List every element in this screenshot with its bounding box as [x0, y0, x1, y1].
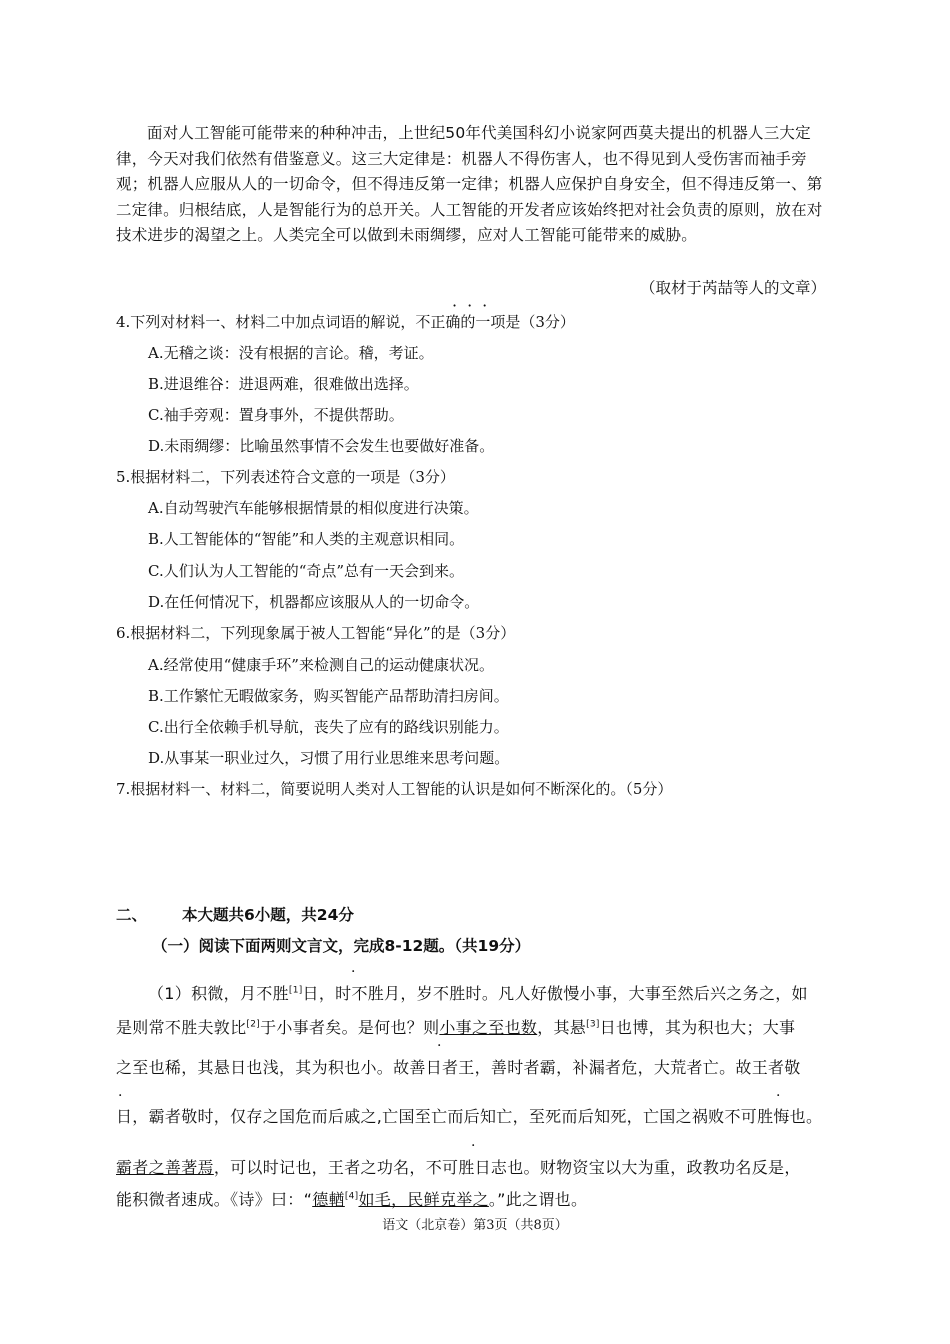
emphasis-dot: ·	[776, 1088, 781, 1104]
footnote-1: [1]	[288, 985, 303, 996]
page-footer: 语文（北京卷）第3页（共8页）	[382, 1218, 568, 1233]
section-number: 二、	[116, 906, 148, 924]
classical-line-3: 之至也稀，其悬日也浅，其为积也小。故善日者王，善时者霸，补漏者危，大荒者亡。故王者敬	[116, 1058, 801, 1077]
question-5-stem: 5.根据材料二，下列表述符合文意的一项是（3分）	[116, 468, 455, 486]
question-6-option-d: D.从事某一职业过久，习惯了用行业思维来思考问题。	[148, 749, 510, 767]
passage-source: （取材于芮喆等人的文章）	[639, 279, 826, 297]
question-4-option-b: B.进退维谷：进退两难，很难做出选择。	[148, 375, 419, 393]
question-4-stem: 4.下列对材料一、材料二中加点词语的解说，不正确的一项是（3分）	[116, 313, 575, 331]
question-6-option-a: A.经常使用“健康手环”来检测自己的运动健康状况。	[148, 656, 494, 674]
passage-paragraph: 面对人工智能可能带来的种种冲击，上世纪50年代美国科幻小说家阿西莫夫提出的机器人三大定律，今天对我们依然有借鉴意义。这三大定律是：机器人不得伤害人，也不得见到人受伤害而袖手旁观；机器人应服从人的一切命令，但不得违反第一定律；机器人应保护自身安全，但不得违反第一、第二定律。归根结底，人是智能行为的总开关。人工智能的开发者应该始终把对社会负责的原则，放在对技术进步的渴望之上。人类完全可以做到未雨绸缪，应对人工智能可能带来的威胁。	[116, 124, 823, 244]
question-5-option-a: A.自动驾驶汽车能够根据情景的相似度进行决策。	[148, 499, 479, 517]
question-6-option-c: C.出行全依赖手机导航，丧失了应有的路线识别能力。	[148, 718, 509, 736]
classical-line-5: 霸者之善著焉，可以时记也，王者之功名，不可胜日志也。财物资宝以大为重，政教功名反是，	[116, 1158, 801, 1177]
footnote-4: [4]	[344, 1191, 359, 1202]
classical-line-6: 能积微者速成。《诗》曰：“德輶[4]如毛，民鲜克举之。”此之谓也。	[116, 1190, 588, 1209]
footnote-2: [2]	[246, 1019, 261, 1030]
question-5-option-c: C.人们认为人工智能的“奇点”总有一天会到来。	[148, 562, 465, 580]
question-4-option-a: A.无稽之谈：没有根据的言论。稽，考证。	[148, 344, 434, 362]
classical-line-2: 是则常不胜夫敦比[2]于小事者矣。是何也？则小事之至也数，其悬[3]日也博，其为积也大；大事	[116, 1018, 796, 1037]
section-title: 本大题共6小题，共24分	[182, 906, 354, 924]
section-subtitle: （一）阅读下面两则文言文，完成8-12题。（共19分）	[152, 937, 531, 955]
classical-line-1: （1）积微，月不胜[1]日，时不胜月，岁不胜时。凡人好傲慢小事，大事至然后兴之务之，如	[148, 984, 808, 1003]
question-5-option-d: D.在任何情况下，机器都应该服从人的一切命令。	[148, 593, 480, 611]
question-7-stem: 7.根据材料一、材料二，简要说明人类对人工智能的认识是如何不断深化的。（5分）	[116, 780, 673, 798]
question-6-option-b: B.工作繁忙无暇做家务，购买智能产品帮助清扫房间。	[148, 687, 509, 705]
question-4-option-c: C.袖手旁观：置身事外，不提供帮助。	[148, 406, 404, 424]
classical-line-4: 日，霸者敬时，仅存之国危而后戚之,亡国至亡而后知亡，至死而后知死，亡国之祸败不可胜悔也。	[116, 1107, 823, 1126]
emphasis-dot: ·	[437, 1038, 442, 1054]
question-4-option-d: D.未雨绸缪：比喻虽然事情不会发生也要做好准备。	[148, 437, 495, 455]
emphasis-dots: ···	[452, 296, 498, 315]
footnote-3: [3]	[586, 1019, 600, 1030]
emphasis-dot: ·	[118, 1088, 123, 1104]
emphasis-dot: ·	[471, 1138, 476, 1154]
emphasis-dot: ·	[351, 964, 356, 980]
question-5-option-b: B.人工智能体的“智能”和人类的主观意识相同。	[148, 530, 465, 548]
question-6-stem: 6.根据材料二，下列现象属于被人工智能“异化”的是（3分）	[116, 624, 516, 642]
